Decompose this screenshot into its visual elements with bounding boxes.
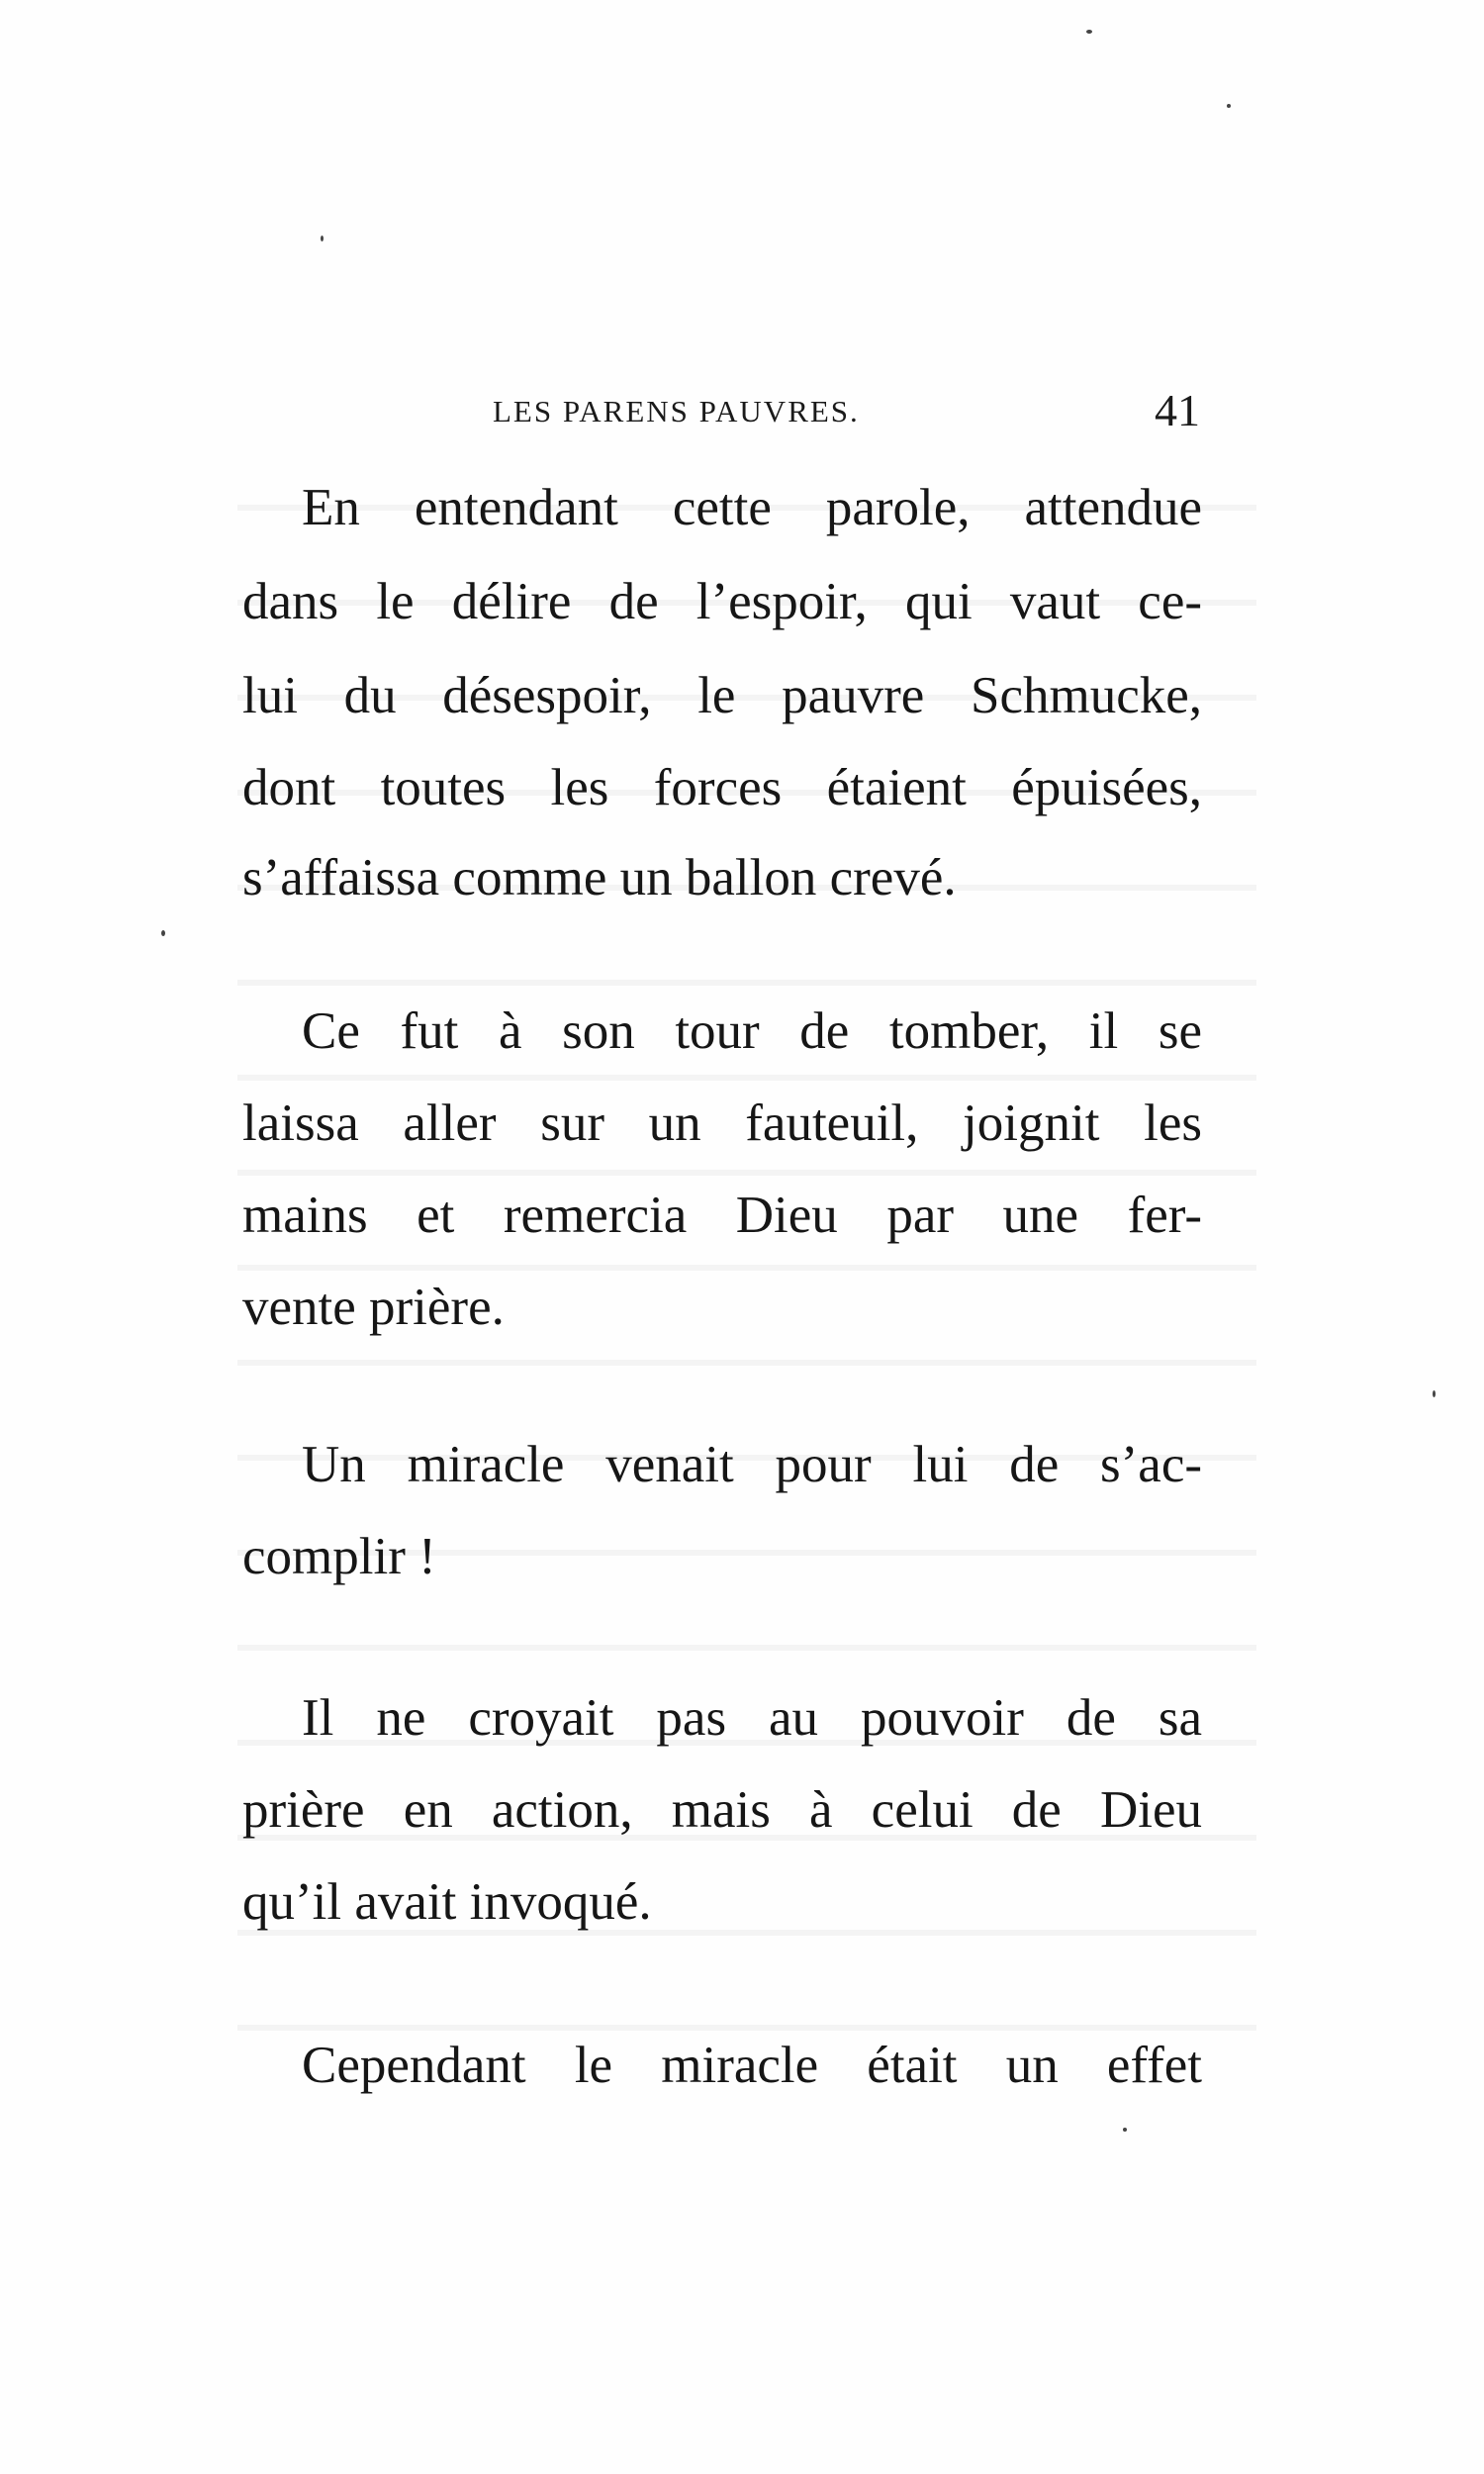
text-line: lui du désespoir, le pauvre Schmucke, <box>242 667 1202 724</box>
text-line: laissa aller sur un fauteuil, joignit les <box>242 1094 1202 1152</box>
page-number: 41 <box>1155 385 1200 435</box>
paper-speck <box>1086 30 1092 34</box>
text-line: dont toutes les forces étaient épuisées, <box>242 759 1202 816</box>
paper-speck <box>1123 2128 1127 2132</box>
page-header <box>493 384 1200 443</box>
paper-speck <box>321 236 324 241</box>
text-line: vente prière. <box>242 1279 505 1336</box>
running-title: LES PARENS PAUVRES. <box>493 394 860 428</box>
text-line: qu’il avait invoqué. <box>242 1873 652 1931</box>
text-line: Il ne croyait pas au pouvoir de sa <box>302 1689 1202 1747</box>
text-line: Un miracle venait pour lui de s’ac- <box>302 1436 1202 1493</box>
text-line: prière en action, mais à celui de Dieu <box>242 1781 1202 1839</box>
paper-speck <box>161 930 165 936</box>
text-line: mains et remercia Dieu par une fer- <box>242 1187 1202 1244</box>
text-line: Ce fut à son tour de tomber, il se <box>302 1002 1202 1060</box>
text-line: En entendant cette parole, attendue <box>302 479 1202 536</box>
paper-speck <box>1227 104 1231 108</box>
text-line: Cependant le miracle était un effet <box>302 2037 1202 2094</box>
text-line: complir ! <box>242 1528 436 1585</box>
text-line: dans le délire de l’espoir, qui vaut ce- <box>242 573 1202 630</box>
text-line: s’affaissa comme un ballon crevé. <box>242 849 957 906</box>
paper-speck <box>1433 1390 1436 1397</box>
